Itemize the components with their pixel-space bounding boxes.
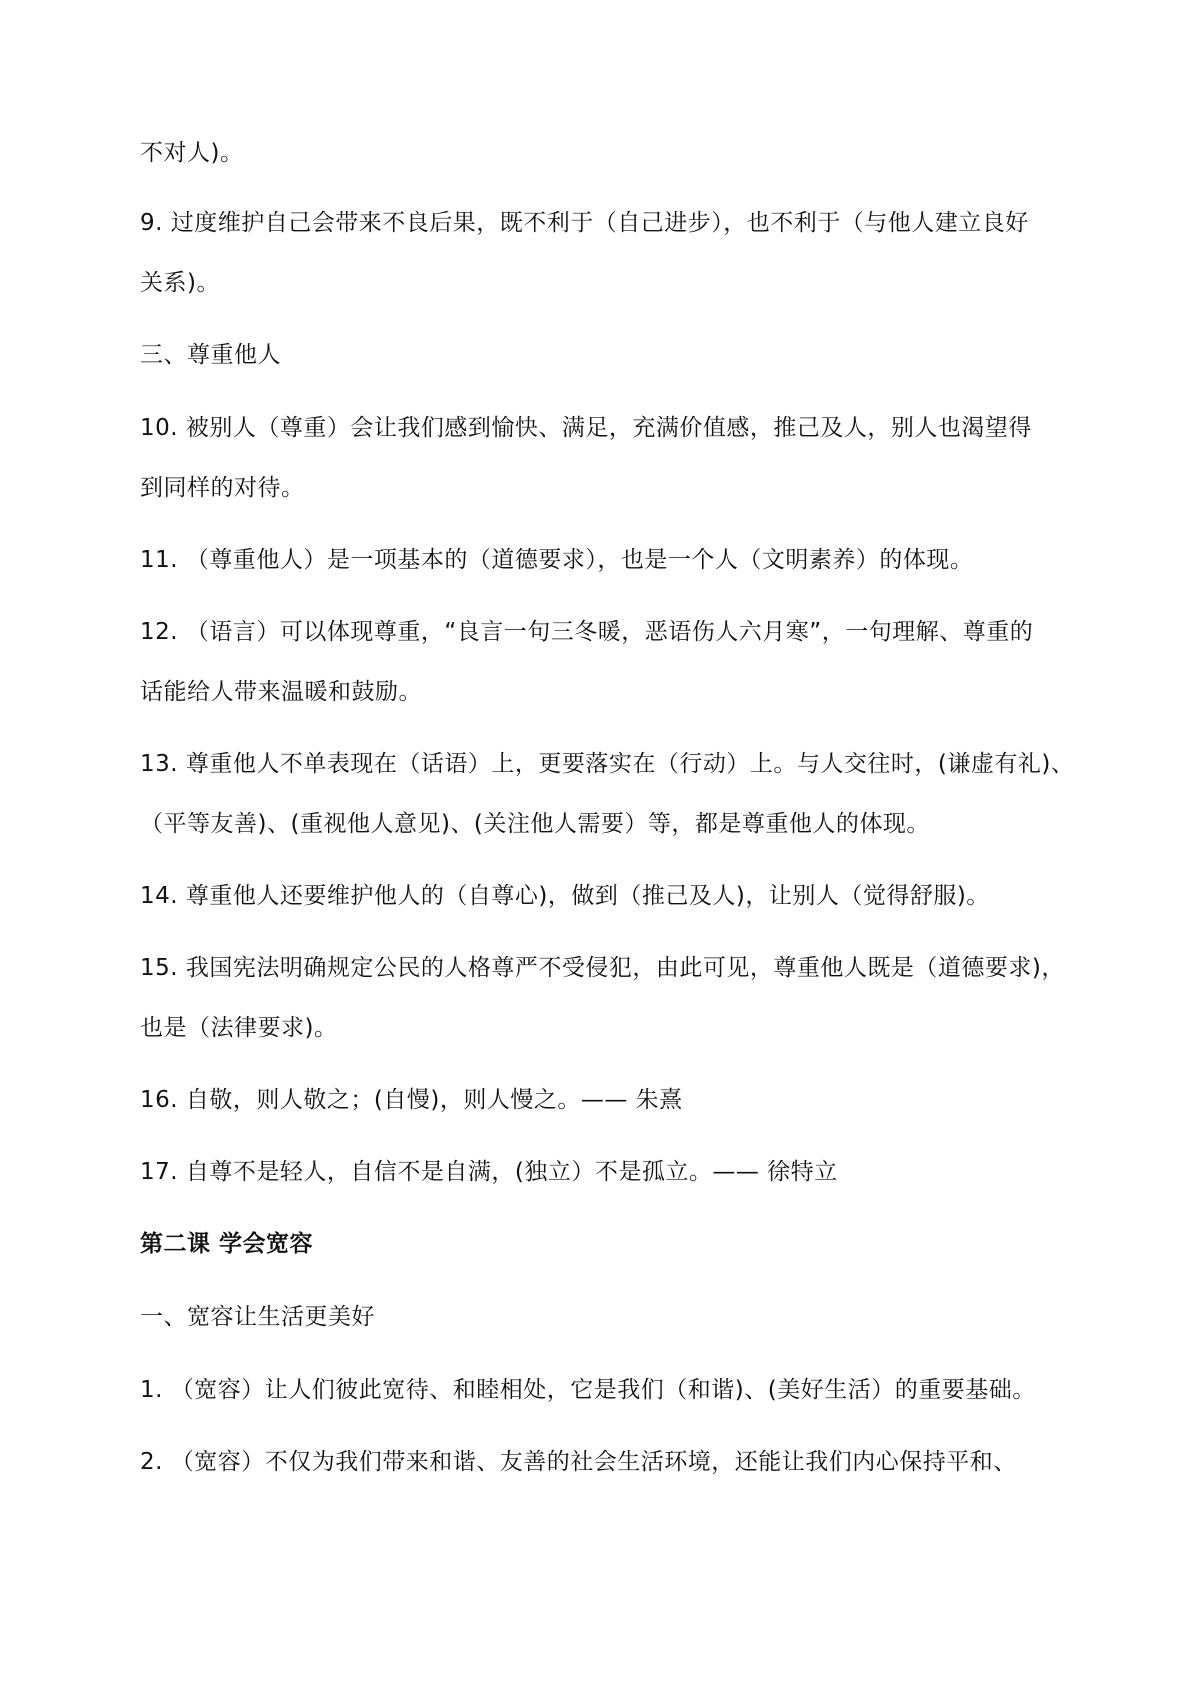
text-line: 9. 过度维护自己会带来不良后果，既不利于（自己进步），也不利于（与他人建立良好 xyxy=(140,210,1029,236)
text-line: 1. （宽容）让人们彼此宽待、和睦相处，它是我们（和谐)、(美好生活）的重要基础。 xyxy=(140,1377,1036,1403)
text-line: 不对人)。 xyxy=(140,140,244,166)
section-heading: 一、宽容让生活更美好 xyxy=(140,1304,375,1330)
text-line: 到同样的对待。 xyxy=(140,475,305,501)
quote-line: 17. 自尊不是轻人，自信不是自满，(独立）不是孤立。—— 徐特立 xyxy=(140,1159,838,1185)
quote-line: 16. 自敬，则人敬之；(自慢)，则人慢之。—— 朱熹 xyxy=(140,1087,683,1113)
text-line: 15. 我国宪法明确规定公民的人格尊严不受侵犯，由此可见，尊重他人既是（道德要求)， xyxy=(140,955,1065,981)
text-line: 14. 尊重他人还要维护他人的（自尊心)，做到（推己及人)，让别人（觉得舒服)。 xyxy=(140,883,990,909)
section-heading: 三、尊重他人 xyxy=(140,342,281,368)
text-line: 10. 被别人（尊重）会让我们感到愉快、满足，充满价值感，推己及人，别人也渴望得 xyxy=(140,415,1032,441)
text-line: 12. （语言）可以体现尊重，“良言一句三冬暖，恶语伤人六月寒”，一句理解、尊重的 xyxy=(140,619,1034,645)
text-line: 13. 尊重他人不单表现在（话语）上，更要落实在（行动）上。与人交往时，(谦虚有礼)、 xyxy=(140,751,1075,777)
text-line: （平等友善)、(重视他人意见)、(关注他人需要）等，都是尊重他人的体现。 xyxy=(140,811,930,837)
text-line: 话能给人带来温暖和鼓励。 xyxy=(140,679,422,705)
text-line: 也是（法律要求)。 xyxy=(140,1015,338,1041)
text-line: 11. （尊重他人）是一项基本的（道德要求），也是一个人（文明素养）的体现。 xyxy=(140,547,974,573)
text-line: 2. （宽容）不仅为我们带来和谐、友善的社会生活环境，还能让我们内心保持平和、 xyxy=(140,1449,1017,1475)
lesson-title: 第二课 学会宽容 xyxy=(140,1231,314,1257)
text-line: 关系)。 xyxy=(140,270,220,296)
